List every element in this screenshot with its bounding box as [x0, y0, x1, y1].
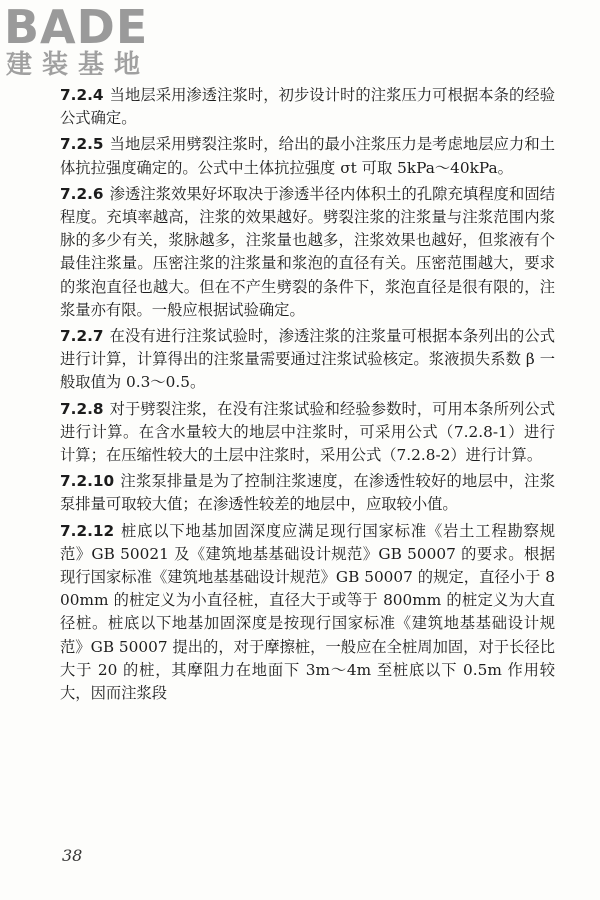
clause-number: 7.2.5: [60, 135, 104, 154]
clause-number: 7.2.12: [60, 521, 115, 540]
clause-7-2-10: [60, 470, 555, 516]
clause-7-2-4: [60, 84, 555, 130]
clause-number: 7.2.8: [60, 399, 104, 418]
logo-subtitle-text: 建装基地: [6, 50, 151, 80]
clause-text: 渗透注浆效果好坏取决于渗透半径内体积土的孔隙充填程度和固结程度。充填率越高，注浆的效果越好。劈裂注浆的注浆量与注浆范围内浆脉的多少有关，浆脉越多，注浆量也越多，注浆效果也越好，但浆液有个最佳注浆量。压密注浆的注浆量和浆泡的直径有关。压密范围越大，要求的浆泡直径也越大。但在不产生劈裂的条件下，浆泡直径是很有限的，注浆量亦有限。一般应根据试验确定。: [60, 184, 555, 319]
clause-number: 7.2.10: [60, 472, 115, 491]
clause-text: 对于劈裂注浆，在没有注浆试验和经验参数时，可用本条所列公式进行计算。在含水量较大的地层中注浆时，可采用公式（7.2.8-1）进行计算；在压缩性较大的土层中注浆时，采用公式（7.2.8-2）进行计算。: [60, 399, 555, 465]
logo-brand-text: BADE: [4, 0, 149, 54]
clause-7-2-12: [60, 520, 555, 706]
clause-text: 当地层采用渗透注浆时，初步设计时的注浆压力可根据本条的经验公式确定。: [60, 86, 555, 128]
clause-7-2-8: [60, 398, 555, 468]
document-body: [60, 84, 555, 708]
clause-7-2-7: [60, 325, 555, 395]
clause-number: 7.2.4: [60, 86, 104, 104]
clause-text: 注浆泵排量是为了控制注浆速度，在渗透性较好的地层中，注浆泵排量可取较大值；在渗透性较差的地层中，应取较小值。: [60, 472, 555, 514]
clause-7-2-6: [60, 183, 555, 322]
clause-number: 7.2.6: [60, 184, 104, 203]
clause-text: 桩底以下地基加固深度应满足现行国家标准《岩土工程勘察规范》GB 50021 及《建筑地基基础设计规范》GB 50007 的要求。根据现行国家标准《建筑地基基础设计规范》GB 50007 的规定，直径小于 800mm 的桩定义为小直径桩，直径大于或等于 800mm 的桩定义为大直径桩。桩底以下地基加固深度是按现行国家标准《建筑地基基础设计规范》GB 50007 提出的，对于摩擦桩，一般应在全桩周加固，对于长径比大于 20 的桩，其摩阻力在地面下 3m～4m 至桩底以下 0.5m 作用较大，因而注浆段: [60, 521, 555, 703]
clause-7-2-5: [60, 133, 555, 179]
brand-logo: [4, 2, 184, 82]
clause-text: 在没有进行注浆试验时，渗透注浆的注浆量可根据本条列出的公式进行计算，计算得出的注浆量需要通过注浆试验核定。浆液损失系数 β 一般取值为 0.3～0.5。: [60, 327, 555, 392]
page-number: 38: [62, 846, 83, 865]
clause-text: 当地层采用劈裂注浆时，给出的最小注浆压力是考虑地层应力和土体抗拉强度确定的。公式中土体抗拉强度 σt 可取 5kPa～40kPa。: [60, 135, 555, 177]
clause-number: 7.2.7: [60, 327, 104, 346]
